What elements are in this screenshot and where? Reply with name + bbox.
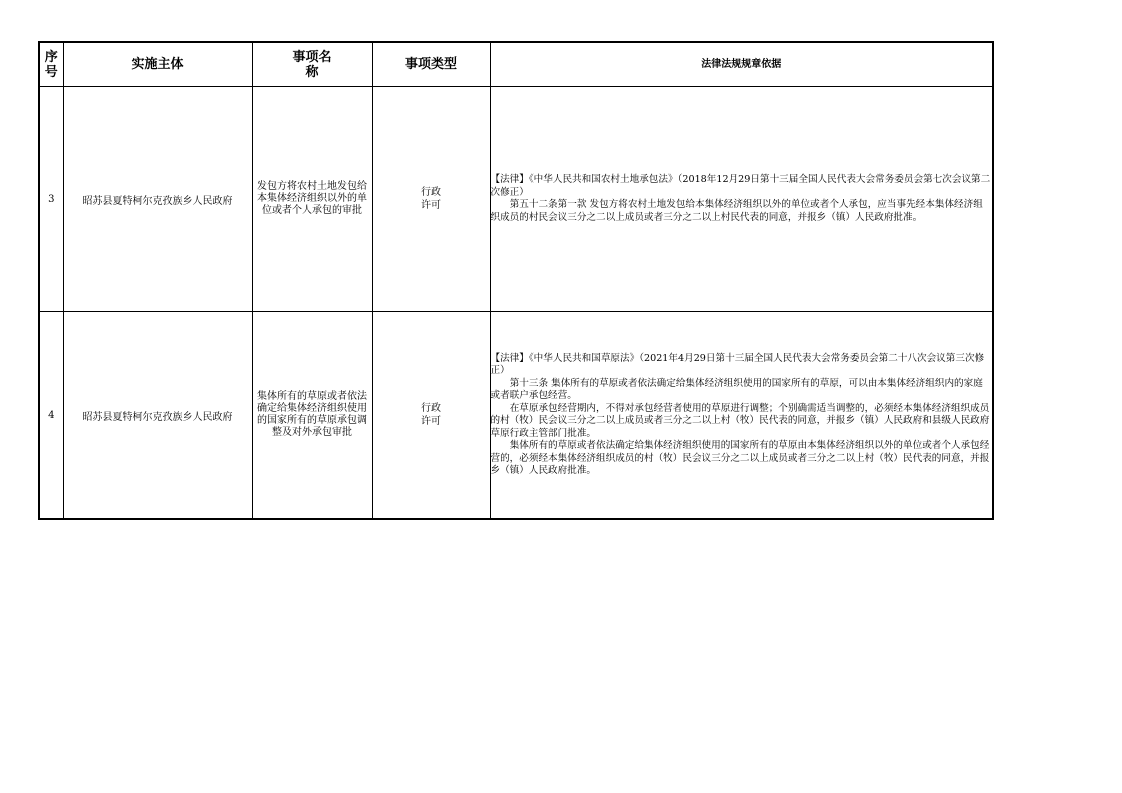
row-subject: 昭苏县夏特柯尔克孜族乡人民政府	[63, 312, 252, 520]
row-subject: 昭苏县夏特柯尔克孜族乡人民政府	[63, 87, 252, 312]
row-item-type: 行政许可	[372, 87, 490, 312]
row-legal-basis	[490, 87, 993, 312]
administrative-items-table	[38, 41, 994, 520]
header-row	[39, 42, 993, 87]
basis-paragraph: 【法律】《中华人民共和国草原法》（2021年4月29日第十三届全国人民代表大会常务委员会第二十八次会议第三次修正）	[490, 352, 985, 376]
row-seq: 4	[39, 312, 63, 520]
header-item-type: 事项类型	[372, 42, 490, 87]
basis-paragraph: 第十三条 集体所有的草原或者依法确定给集体经济组织使用的国家所有的草原，可以由本集体经济组织内的家庭或者联户承包经营。	[490, 377, 983, 401]
header-item-name: 事项名称	[252, 42, 372, 87]
basis-paragraph: 集体所有的草原或者依法确定给集体经济组织使用的国家所有的草原由本集体经济组织以外的单位或者个人承包经营的，必须经本集体经济组织成员的村（牧）民会议三分之二以上成员或者三分之二以上村（牧）民代表的同意，并报乡（镇）人民政府批准。	[490, 440, 990, 476]
row-item-name: 发包方将农村土地发包给本集体经济组织以外的单位或者个人承包的审批	[252, 87, 372, 312]
header-seq: 序号	[39, 42, 63, 87]
row-seq: 3	[39, 87, 63, 312]
header-subject: 实施主体	[63, 42, 252, 87]
row-legal-basis	[490, 312, 993, 520]
table-row	[39, 87, 993, 312]
basis-paragraph: 第五十二条第一款 发包方将农村土地发包给本集体经济组织以外的单位或者个人承包，应当事先经本集体经济组织成员的村民会议三分之二以上成员或者三分之二以上村民代表的同意，并报乡（镇）人民政府批准。	[490, 199, 983, 223]
basis-paragraph: 【法律】《中华人民共和国农村土地承包法》（2018年12月29日第十三届全国人民代表大会常务委员会第七次会议第二次修正）	[490, 174, 991, 198]
table-row	[39, 312, 993, 520]
row-item-type: 行政许可	[372, 312, 490, 520]
header-legal-basis: 法律法规规章依据	[490, 42, 993, 87]
basis-paragraph: 在草原承包经营期内，不得对承包经营者使用的草原进行调整；个别确需适当调整的，必须经本集体经济组织成员的村（牧）民会议三分之二以上成员或者三分之二以上村（牧）民代表的同意，并报乡（镇）人民政府和县级人民政府草原行政主管部门批准。	[490, 402, 990, 439]
row-item-name: 集体所有的草原或者依法确定给集体经济组织使用的国家所有的草原承包调整及对外承包审批	[252, 312, 372, 520]
